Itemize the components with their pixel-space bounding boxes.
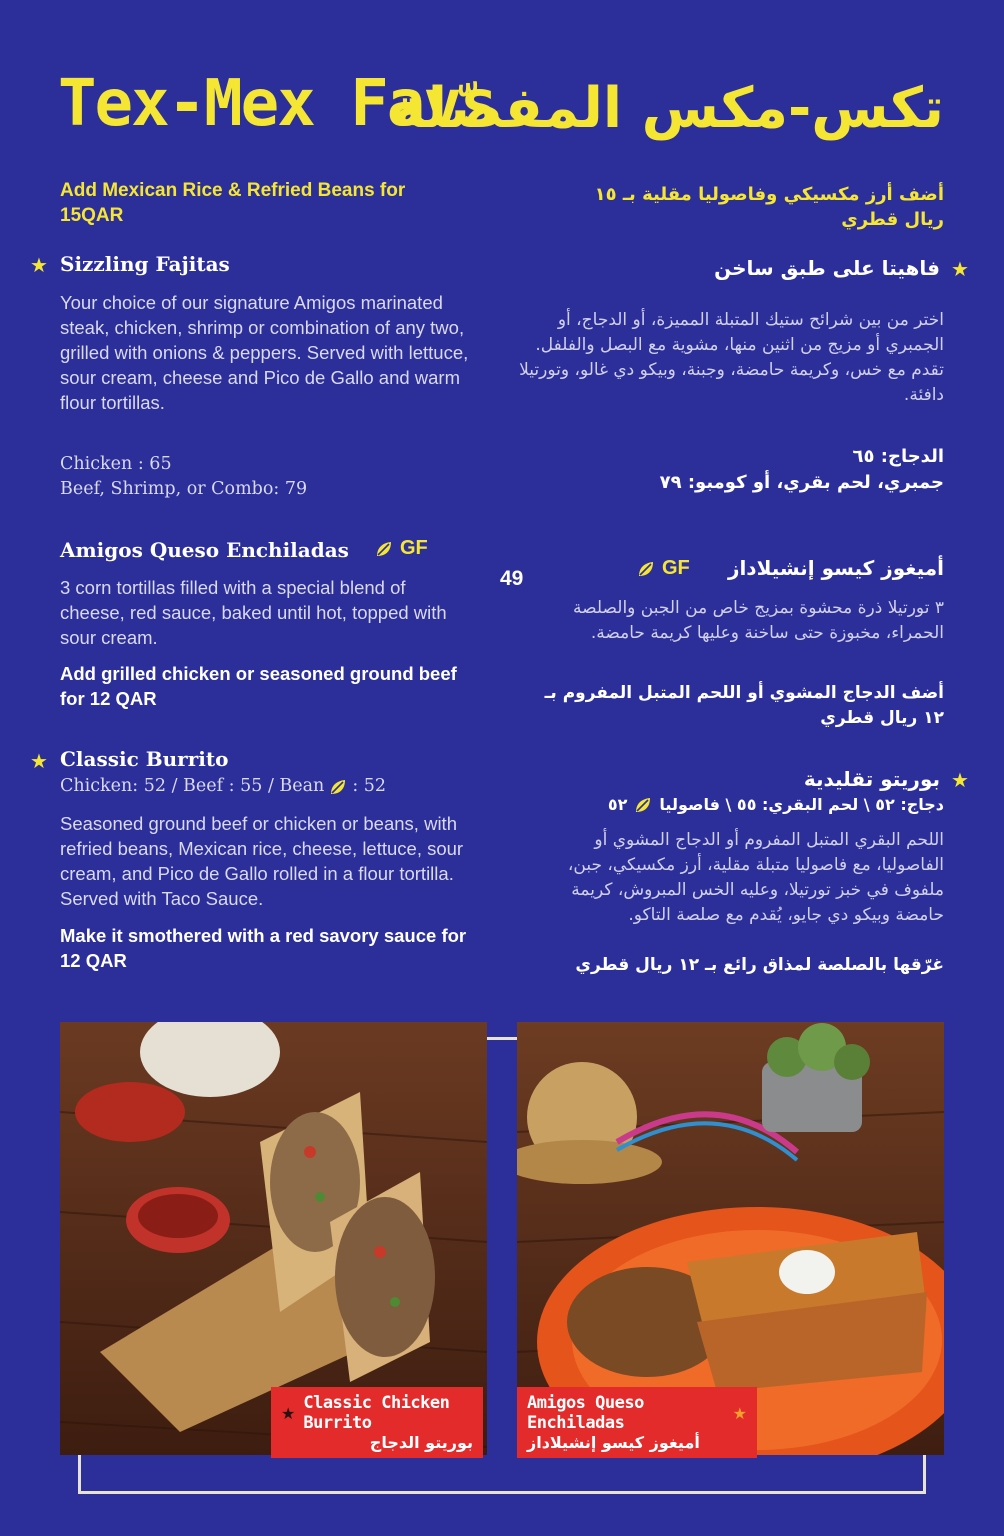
enchiladas-description-ar: ٣ تورتيلا ذرة محشوة بمزيج خاص من الجبن والصلصة الحمراء، مخبوزة حتى ساخنة وعليها كريمة حامضة. — [573, 598, 944, 643]
burrito-caption-ar: بوريتو الدجاج — [369, 1433, 473, 1452]
leaf-icon — [374, 539, 394, 559]
enchiladas-caption-row — [527, 1393, 747, 1433]
enchiladas-title-ar: أميغوز كيسو إنشيلاداز — [727, 556, 944, 580]
star-icon: ★ — [30, 253, 48, 277]
burrito-description-en: Seasoned ground beef or chicken or beans, with refried beans, Mexican rice, cheese, lettuce, sour cream, and Pico de Gallo rolled in a flour tortilla. Served with Taco Sauce. — [60, 813, 464, 909]
leaf-icon — [636, 559, 656, 579]
enchiladas-description-en: 3 corn tortillas filled with a special blend of cheese, red sauce, baked until hot, topped with sour cream. — [60, 577, 447, 648]
star-icon: ★ — [281, 1403, 296, 1423]
burrito-title-en: Classic Burrito — [60, 747, 229, 771]
enchiladas-price: 49 — [500, 567, 524, 590]
page-title-en: Tex-Mex Favs — [58, 67, 497, 141]
burrito-caption-row — [281, 1393, 473, 1433]
burrito-caption-en: Classic Chicken Burrito — [303, 1393, 450, 1433]
burrito-prices-en-bean: : 52 — [352, 776, 387, 796]
star-icon: ★ — [951, 257, 969, 281]
rice-beans-offer-ar: أضف أرز مكسيكي وفاصوليا مقلية بـ ١٥ ريال قطري — [594, 184, 944, 230]
burrito-title-ar: بوريتو تقليدية — [803, 767, 940, 791]
leaf-icon — [328, 777, 348, 797]
gluten-free-badge-en — [374, 537, 428, 560]
star-icon: ★ — [30, 749, 48, 773]
burrito-prices-en — [60, 774, 386, 799]
fajitas-description-ar: اختر من بين شرائح ستيك المتبلة المميزة، أو الدجاج، أو الجمبري أو مزيج من اثنين منها، مشوية مع البصل والفلفل. تقدم مع خس، وكريمة حامضة، وجبنة، وبيكو دي غالو، وتورتيلا دافئة. — [519, 310, 944, 405]
fajitas-price-combo-en: Beef, Shrimp, or Combo: 79 — [60, 479, 308, 499]
fajitas-price-combo-ar: جمبري، لحم بقري، أو كومبو: ٧٩ — [659, 472, 944, 493]
burrito-prices-ar-main: دجاج: ٥٢ \ لحم البقري: ٥٥ \ فاصوليا — [659, 795, 944, 814]
gluten-free-badge-ar — [636, 557, 690, 580]
burrito-prices-en-main: Chicken: 52 / Beef : 55 / Bean — [60, 776, 325, 796]
enchiladas-title-en: Amigos Queso Enchiladas — [60, 538, 349, 562]
fajitas-title-ar: فاهيتا على طبق ساخن — [714, 256, 940, 280]
burrito-caption — [271, 1387, 483, 1458]
fajitas-price-chicken-ar: الدجاج: ٦٥ — [852, 446, 944, 467]
fajitas-price-chicken-en: Chicken : 65 — [60, 454, 172, 474]
leaf-icon — [633, 795, 653, 815]
enchiladas-addon-en: Add grilled chicken or seasoned ground beef for 12 QAR — [60, 663, 457, 709]
enchiladas-caption-ar: أميغوز كيسو إنشيلاداز — [527, 1433, 700, 1452]
enchiladas-caption — [517, 1387, 757, 1458]
burrito-description-ar: اللحم البقري المتبل المفروم أو الدجاج المشوي أو الفاصوليا، مع فاصوليا متبلة مقلية، أرز مكسيكي، جبن، ملفوف في خبز تورتيلا، وعليه الخس المبروش، كريمة حامضة وبيكو دي جايو، يُقدم مع صلصة التاكو. — [567, 830, 944, 925]
burrito-prices-ar — [608, 792, 944, 817]
gluten-free-label: GF — [400, 537, 428, 559]
page-title-ar: تكس-مكس المفضّلة — [392, 76, 944, 141]
burrito-addon-ar: غرّقها بالصلصة لمذاق رائع بـ ١٢ ريال قطري — [575, 955, 944, 975]
enchiladas-addon-ar: أضف الدجاج المشوي أو اللحم المتبل المفروم بـ ١٢ ريال قطري — [544, 683, 944, 728]
gluten-free-label: GF — [662, 557, 690, 579]
burrito-addon-en: Make it smothered with a red savory sauce for 12 QAR — [60, 925, 467, 971]
fajitas-title-en: Sizzling Fajitas — [60, 252, 230, 276]
rice-beans-offer-en: Add Mexican Rice & Refried Beans for 15QAR — [60, 180, 406, 226]
star-icon: ★ — [732, 1403, 747, 1423]
burrito-prices-ar-bean: ٥٢ — [607, 795, 628, 814]
enchiladas-caption-en: Amigos Queso Enchiladas — [527, 1393, 644, 1433]
star-icon: ★ — [951, 768, 969, 792]
fajitas-description-en: Your choice of our signature Amigos marinated steak, chicken, shrimp or combination of any two, grilled with onions & peppers. Served with lettuce, sour cream, cheese and Pico de Gallo and warm flour tortillas. — [60, 292, 469, 413]
